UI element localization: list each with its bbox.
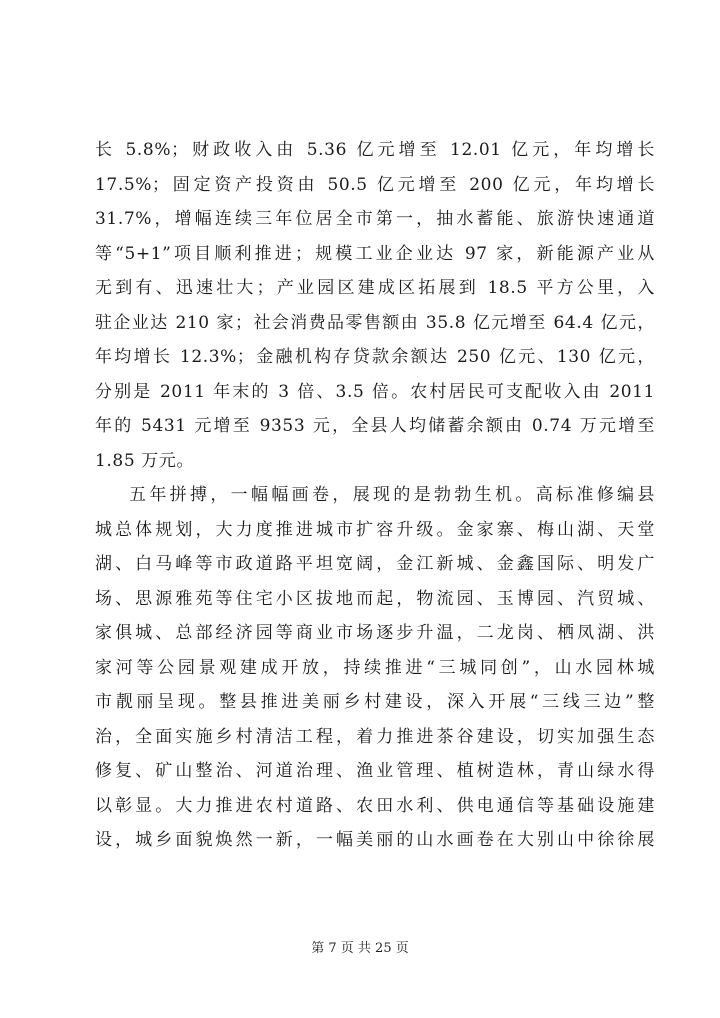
- text-line: 17.5%；固定资产投资由 50.5 亿元增至 200 亿元，年均增长: [95, 174, 655, 195]
- text-line: 长 5.8%；财政收入由 5.36 亿元增至 12.01 亿元，年均增长: [95, 140, 655, 160]
- text-line: 五年拼搏，一幅幅画卷，展现的是勃勃生机。高标准修编县: [129, 485, 655, 505]
- text-line: 无到有、迅速壮大；产业园区建成区拓展到 18.5 平方公里，入: [95, 278, 655, 298]
- page-number-footer: 第 7 页 共 25 页: [311, 941, 409, 956]
- text-line: 1.85 万元。: [95, 450, 195, 471]
- text-line: 设，城乡面貌焕然一新，一幅美丽的山水画卷在大别山中徐徐展: [95, 830, 655, 850]
- text-line: 城总体规划，大力度推进城市扩容升级。金家寨、梅山湖、天堂: [95, 519, 655, 540]
- text-line: 年均增长 12.3%；金融机构存贷款余额达 250 亿元、130 亿元，: [95, 347, 655, 367]
- text-line: 分别是 2011 年末的 3 倍、3.5 倍。农村居民可支配收入由 2011: [95, 381, 655, 402]
- text-line: 湖、白马峰等市政道路平坦宽阔，金江新城、金鑫国际、明发广: [95, 554, 655, 574]
- paragraph-2: [95, 478, 655, 858]
- text-line: 驻企业达 210 家；社会消费品零售额由 35.8 亿元增至 64.4 亿元，: [95, 312, 655, 333]
- text-line: 治，全面实施乡村清洁工程，着力推进茶谷建设，切实加强生态: [95, 726, 655, 747]
- text-line: 场、思源雅苑等住宅小区拔地而起，物流园、玉博园、汽贸城、: [95, 588, 655, 609]
- text-line: 市靓丽呈现。整县推进美丽乡村建设，深入开展“三线三边”整: [95, 692, 655, 712]
- text-line: 年的 5431 元增至 9353 元，全县人均储蓄余额由 0.74 万元增至: [95, 416, 655, 436]
- text-line: 以彰显。大力推进农村道路、农田水利、供电通信等基础设施建: [95, 795, 655, 816]
- paragraph-1: [95, 133, 655, 478]
- text-line: 31.7%，增幅连续三年位居全市第一，抽水蓄能、旅游快速通道: [95, 209, 655, 229]
- text-line: 修复、矿山整治、河道治理、渔业管理、植树造林，青山绿水得: [95, 761, 655, 781]
- text-line: 家河等公园景观建成开放，持续推进“三城同创”，山水园林城: [95, 657, 655, 678]
- text-line: 家俱城、总部经济园等商业市场逐步升温，二龙岗、栖凤湖、洪: [95, 623, 655, 643]
- body-text: [95, 133, 655, 858]
- text-line: 等“5+1”项目顺利推进；规模工业企业达 97 家，新能源产业从: [95, 243, 655, 264]
